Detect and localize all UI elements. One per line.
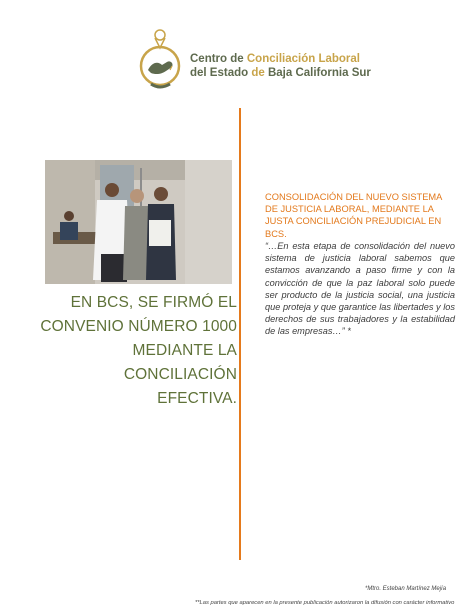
header-logo [136,26,436,90]
intro-subtitle: CONSOLIDACIÓN DEL NUEVO SISTEMA DE JUSTICIA LABORAL, MEDIANTE LA JUSTA CONCILIACIÓN PREJUDICIAL EN BCS. [265,192,442,239]
signature-credit: *Mtro. Esteban Martínez Mejía [365,586,447,592]
org-name-part: Baja California Sur [264,67,371,79]
quote-text: “…En esta etapa de consolidación del nuevo sistema de justicia laboral sabemos que estamos avanzando a paso firme y con la convicción de que la paz laboral solo puede ser producto de la justicia social, una justicia que proteja y que garantice las libertades y los derechos de sus trabajadores y la estabilidad de las empresas…” * [265,241,455,337]
org-name-part-accent: de [251,67,265,79]
org-name-line1 [190,53,360,65]
disclaimer-note: **Las partes que aparecen en la presente publicación autorizaron la difusión con carácter informativo [195,600,455,606]
headline: EN BCS, SE FIRMÓ EL CONVENIO NÚMERO 1000 MEDIANTE LA CONCILIACIÓN EFECTIVA. [40,294,237,407]
org-name-line2 [190,67,371,79]
handshake-emblem-icon [136,26,196,90]
event-photo [45,160,232,284]
org-name-part-accent: Conciliación Laboral [246,53,360,65]
org-name-part: Centro de [190,53,247,65]
vertical-divider [239,108,241,560]
org-name-part: del Estado [190,67,252,79]
